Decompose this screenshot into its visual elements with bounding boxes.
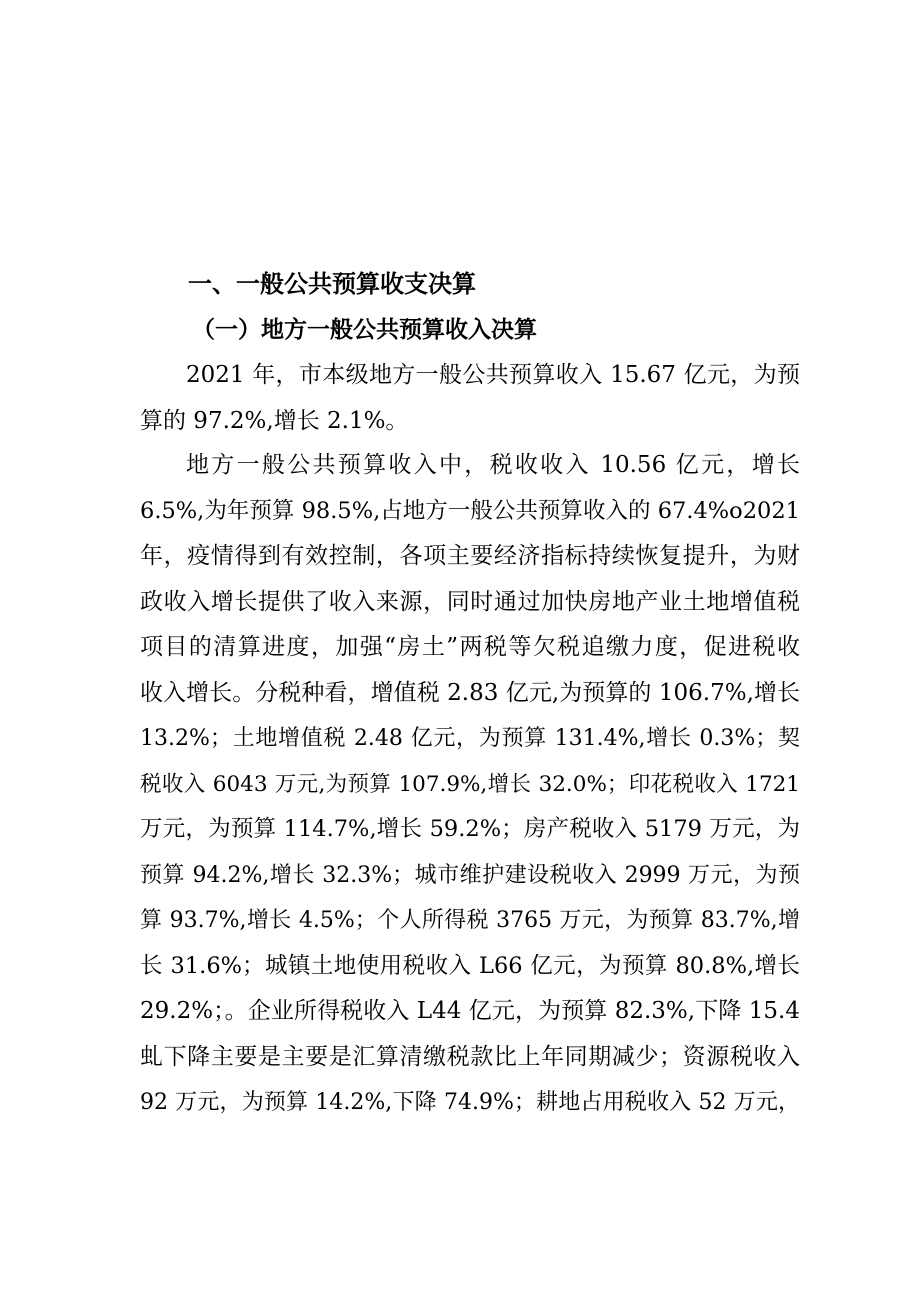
paragraph-line: 92 万元，为预算 14.2%,下降 74.9%；耕地占用税收入 52 万元， [140, 1090, 800, 1115]
paragraph-line: 税收入 6043 万元,为预算 107.9%,增长 32.0%；印花税收入 1721 [140, 771, 800, 797]
paragraph-line: 预算 94.2%,增长 32.3%；城市维护建设税收入 2999 万元，为预 [140, 862, 800, 888]
paragraph-line: 收入增长。分税种看，增值税 2.83 亿元,为预算的 106.7%,增长 [140, 679, 800, 706]
section-heading: 一、一般公共预算收支决算 [188, 270, 476, 298]
paragraph-line: 虬下降主要是主要是汇算清缴税款比上年同期减少；资源税收入 [140, 1043, 800, 1070]
subsection-heading: （一）地方一般公共预算收入决算 [192, 317, 537, 343]
paragraph-line: 政收入增长提供了收入来源，同时通过加快房地产业土地增值税 [140, 588, 800, 615]
paragraph-line: 6.5%,为年预算 98.5%,占地方一般公共预算收入的 67.4%o2021 [140, 497, 800, 524]
paragraph-line: 2021 年，市本级地方一般公共预算收入 15.67 亿元，为预 [186, 362, 800, 388]
paragraph-line: 算的 97.2%,增长 2.1%。 [140, 407, 409, 434]
paragraph-line: 29.2%；。企业所得税收入 L44 亿元，为预算 82.3%,下降 15.4 [140, 998, 800, 1024]
paragraph-1 [140, 353, 800, 444]
paragraph-line: 项目的清算进度，加强“房土”两税等欠税追缴力度，促进税收 [140, 634, 800, 660]
paragraph-line: 地方一般公共预算收入中，税收收入 10.56 亿元，增长 [186, 452, 800, 478]
paragraph-line: 13.2%；土地增值税 2.48 亿元，为预算 131.4%,增长 0.3%；契 [140, 726, 800, 751]
paragraph-line: 算 93.7%,增长 4.5%；个人所得税 3765 万元，为预算 83.7%,增 [140, 908, 800, 933]
paragraph-line: 年，疫情得到有效控制，各项主要经济指标持续恢复提升，为财 [140, 543, 800, 569]
paragraph-line: 长 31.6%；城镇土地使用税收入 L66 亿元，为预算 80.8%,增长 [140, 952, 800, 979]
paragraph-line: 万元，为预算 114.7%,增长 59.2%；房产税收入 5179 万元，为 [140, 816, 800, 842]
paragraph-2 [140, 443, 800, 1126]
